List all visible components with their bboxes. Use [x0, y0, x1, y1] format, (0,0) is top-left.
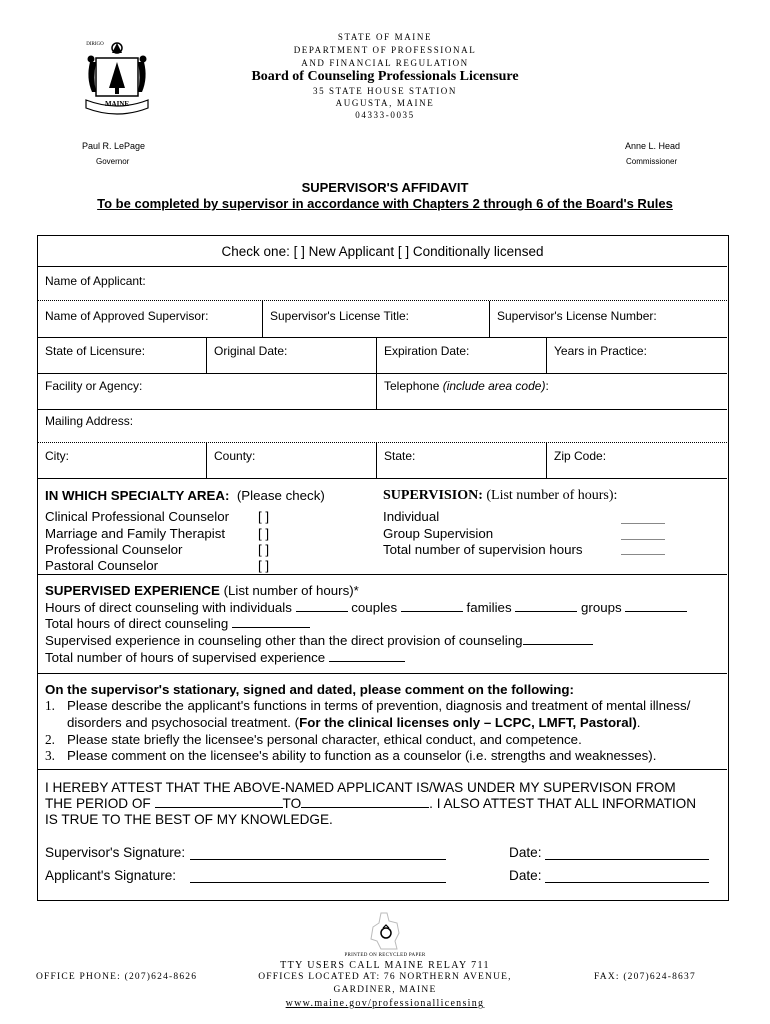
supervisor-name-label[interactable]: Name of Approved Supervisor:: [45, 309, 209, 323]
license-title-label[interactable]: Supervisor's License Title:: [270, 309, 410, 323]
header-address-1: 35 STATE HOUSE STATION: [312, 86, 457, 96]
specialty-item-mft: Marriage and Family Therapist: [45, 526, 226, 541]
experience-heading-label: SUPERVISED EXPERIENCE: [45, 583, 220, 598]
mailing-address-label[interactable]: Mailing Address:: [45, 414, 134, 428]
footer-offices: OFFICES LOCATED AT: 76 NORTHERN AVENUE,: [258, 972, 512, 982]
experience-heading: [45, 583, 359, 598]
experience-line-3: [45, 633, 593, 648]
header-address-3: 04333-0035: [355, 110, 415, 120]
original-date-label[interactable]: Original Date:: [214, 344, 288, 358]
state-label[interactable]: State:: [384, 449, 416, 463]
governor-title: Governor: [96, 157, 130, 166]
footer-office-phone: OFFICE PHONE: (207)624-8626: [36, 972, 198, 982]
specialty-item-clinical: Clinical Professional Counselor: [45, 509, 230, 524]
header-dept-2: AND FINANCIAL REGULATION: [301, 58, 469, 68]
exp-total-direct-blank[interactable]: [232, 617, 310, 628]
comment-3-number: 3.: [45, 748, 55, 763]
exp-total-supervised-blank[interactable]: [329, 651, 405, 662]
zip-code-label[interactable]: Zip Code:: [554, 449, 607, 463]
comment-2-text: Please state briefly the licensee's personal character, ethical conduct, and competence.: [67, 732, 582, 747]
attest-line-1: I HEREBY ATTEST THAT THE ABOVE-NAMED APPLICANT IS/WAS UNDER MY SUPERVISON FROM: [45, 780, 676, 795]
city-label[interactable]: City:: [45, 449, 69, 463]
commissioner-name: Anne L. Head: [625, 141, 681, 151]
county-label[interactable]: County:: [214, 449, 256, 463]
supervisor-signature-label: Supervisor's Signature:: [45, 845, 186, 860]
exp-individuals-label: Hours of direct counseling with individuals: [45, 600, 292, 615]
attest-to-label: TO: [282, 796, 302, 811]
exp-families-label: families: [466, 600, 512, 615]
supervision-heading-note: (List number of hours):: [486, 488, 618, 503]
exp-total-supervised-label: Total number of hours of supervised experience: [45, 650, 326, 665]
experience-line-2: [45, 616, 310, 631]
telephone-field[interactable]: [377, 374, 549, 393]
comment-1-bold: For the clinical licenses only – LCPC, LMFT, Pastoral): [299, 715, 637, 730]
specialty-checkbox-pastoral[interactable]: [ ]: [258, 558, 270, 573]
exp-groups-blank[interactable]: [625, 601, 687, 612]
applicant-date-label: Date:: [509, 868, 542, 883]
specialty-heading: [45, 488, 325, 503]
experience-line-4: [45, 650, 405, 665]
footer-fax: FAX: (207)624-8637: [594, 972, 696, 982]
supervision-heading: [383, 488, 617, 504]
telephone-label: Telephone: [384, 379, 443, 393]
supervision-group-blank[interactable]: [621, 539, 665, 540]
exp-couples-label: couples: [351, 600, 398, 615]
comment-1-cont-text: disorders and psychosocial treatment. (: [67, 715, 300, 730]
applicant-signature-line[interactable]: [190, 882, 446, 883]
exp-groups-label: groups: [581, 600, 622, 615]
state-of-licensure-label[interactable]: State of Licensure:: [45, 344, 146, 358]
recycle-maine-icon: [367, 911, 403, 951]
applicant-date-line[interactable]: [545, 882, 709, 883]
header-dept: DEPARTMENT OF PROFESSIONAL: [293, 45, 477, 55]
header-state: STATE OF MAINE: [337, 32, 433, 42]
exp-total-direct-label: Total hours of direct counseling: [45, 616, 229, 631]
supervision-individual: Individual: [383, 509, 440, 524]
attest-line-2: [45, 796, 696, 811]
specialty-checkbox-clinical[interactable]: [ ]: [258, 509, 270, 524]
applicant-signature-label: Applicant's Signature:: [45, 868, 177, 883]
footer-tty: TTY USERS CALL MAINE RELAY 711: [280, 960, 490, 971]
specialty-item-pastoral: Pastoral Counselor: [45, 558, 159, 573]
comment-2-number: 2.: [45, 732, 55, 747]
footer-city: GARDINER, MAINE: [333, 985, 437, 995]
specialty-heading-note: (Please check): [236, 488, 325, 503]
supervisor-date-label: Date:: [509, 845, 542, 860]
supervision-total: Total number of supervision hours: [383, 542, 583, 557]
telephone-colon: :: [545, 379, 549, 393]
affidavit-form: [37, 235, 729, 901]
supervisor-signature-line[interactable]: [190, 859, 446, 860]
page-title: SUPERVISOR'S AFFIDAVIT: [301, 180, 469, 195]
experience-heading-note: (List number of hours)*: [223, 583, 359, 598]
specialty-checkbox-professional[interactable]: [ ]: [258, 542, 270, 557]
attest-to-blank[interactable]: [301, 797, 429, 808]
supervision-heading-label: SUPERVISION:: [383, 488, 483, 503]
comment-1-number: 1.: [45, 698, 55, 713]
governor-name: Paul R. LePage: [82, 141, 146, 151]
attest-from-blank[interactable]: [155, 797, 283, 808]
facility-label[interactable]: Facility or Agency:: [45, 379, 143, 393]
years-in-practice-label[interactable]: Years in Practice:: [554, 344, 647, 358]
specialty-heading-label: IN WHICH SPECIALTY AREA:: [45, 488, 230, 503]
exp-individuals-blank[interactable]: [296, 601, 348, 612]
seal-motto-text: DIRIGO: [86, 42, 104, 47]
comment-1-text: Please describe the applicant's functions in terms of prevention, diagnosis and treatment of mental illness/: [67, 698, 691, 713]
attest-period-label: THE PERIOD OF: [45, 796, 151, 811]
check-one-line[interactable]: Check one: [ ] New Applicant [ ] Conditionally licensed: [221, 244, 544, 259]
recycled-paper-note: PRINTED ON RECYCLED PAPER: [344, 953, 426, 958]
exp-couples-blank[interactable]: [401, 601, 463, 612]
attest-line-3: IS TRUE TO THE BEST OF MY KNOWLEDGE.: [45, 812, 333, 827]
supervision-total-blank[interactable]: [621, 554, 665, 555]
comment-3-text: Please comment on the licensee's ability to function as a counselor (i.e. strengths and weaknesses).: [67, 748, 657, 763]
page-subtitle: To be completed by supervisor in accordance with Chapters 2 through 6 of the Board's Rules: [97, 196, 673, 211]
attest-all-info: . I ALSO ATTEST THAT ALL INFORMATION: [429, 796, 697, 811]
exp-other-blank[interactable]: [523, 634, 593, 645]
supervisor-date-line[interactable]: [545, 859, 709, 860]
comment-heading: On the supervisor's stationary, signed and dated, please comment on the following:: [45, 682, 574, 697]
seal-maine-text: MAINE: [104, 100, 130, 108]
specialty-item-professional: Professional Counselor: [45, 542, 183, 557]
comment-1-continued: [67, 715, 640, 730]
header-address-2: AUGUSTA, MAINE: [335, 98, 435, 108]
commissioner-title: Commissioner: [626, 157, 678, 166]
supervision-individual-blank[interactable]: [621, 523, 665, 524]
telephone-note: (include area code): [442, 379, 546, 393]
exp-other-label: Supervised experience in counseling other than the direct provision of counseling: [45, 633, 523, 648]
expiration-date-label[interactable]: Expiration Date:: [384, 344, 470, 358]
exp-families-blank[interactable]: [515, 601, 577, 612]
supervision-group: Group Supervision: [383, 526, 494, 541]
comment-1-end: .: [636, 715, 641, 730]
footer-website-link[interactable]: www.maine.gov/professionallicensing: [285, 998, 485, 1009]
license-number-label[interactable]: Supervisor's License Number:: [497, 309, 657, 323]
experience-line-1: [45, 600, 687, 615]
header-board: Board of Counseling Professionals Licensure: [251, 69, 519, 84]
specialty-checkbox-mft[interactable]: [ ]: [258, 526, 270, 541]
name-of-applicant-label[interactable]: Name of Applicant:: [45, 274, 146, 288]
